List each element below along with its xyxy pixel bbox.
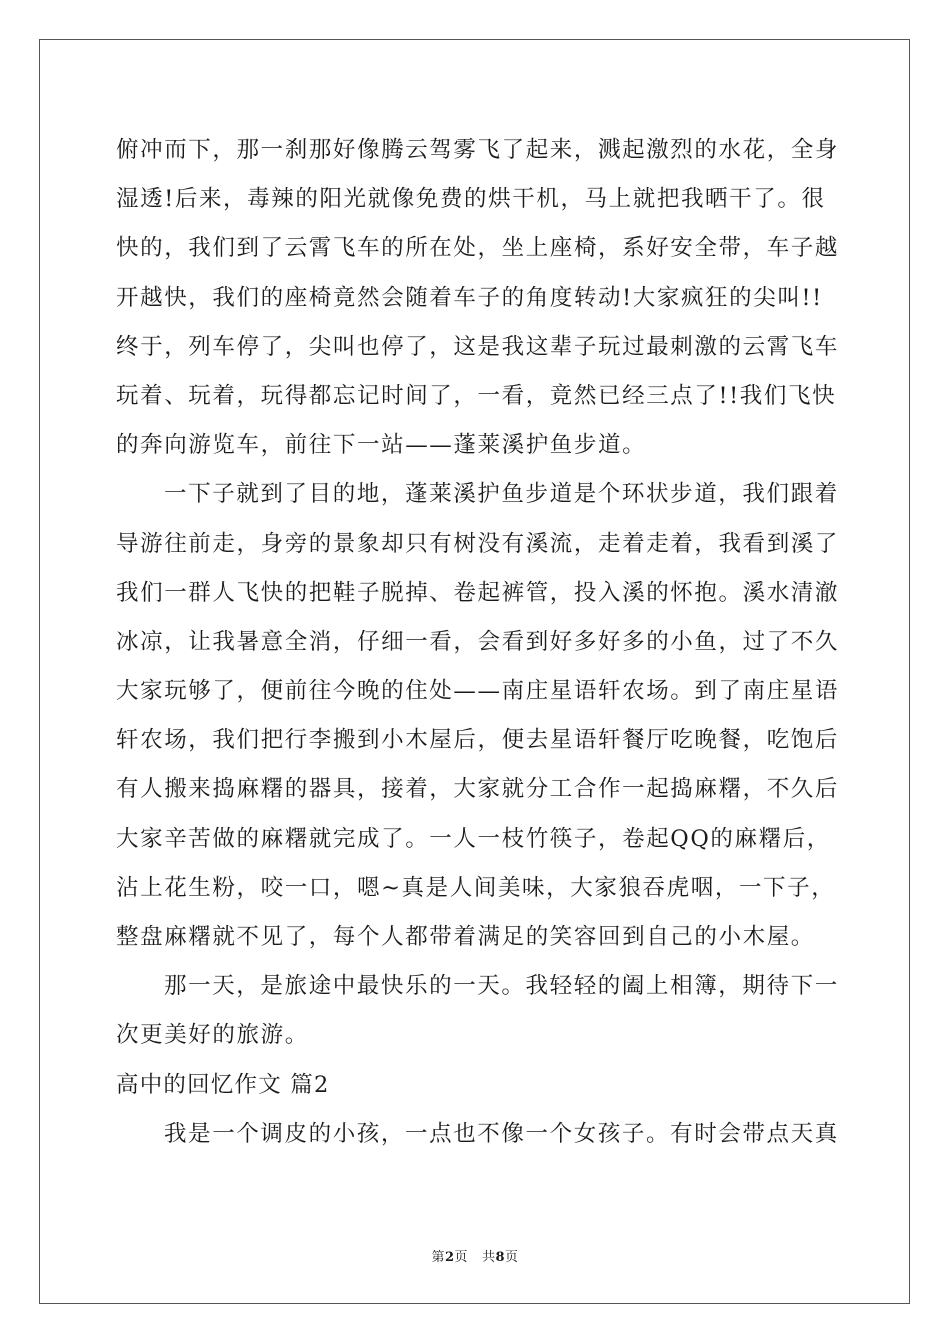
footer-total-pages: 8	[495, 1250, 506, 1265]
text-line: 开越快，我们的座椅竟然会随着车子的角度转动!大家疯狂的尖叫!!	[116, 284, 823, 311]
text-line: 次更美好的旅游。	[116, 1022, 309, 1049]
footer-total-prefix: 共	[481, 1250, 496, 1265]
section-heading: 高中的回忆作文 篇2	[116, 1071, 330, 1098]
footer-page-number: 2	[444, 1250, 455, 1265]
text-line: 我们一群人飞快的把鞋子脱掉、卷起裤管，投入溪的怀抱。溪水清澈	[116, 579, 840, 606]
text-line: 大家玩够了，便前往今晚的住处——南庄星语轩农场。到了南庄星语	[116, 678, 840, 705]
text-line: 冰凉，让我暑意全消，仔细一看，会看到好多好多的小鱼，过了不久	[116, 628, 840, 655]
text-line: 的奔向游览车，前往下一站——蓬莱溪护鱼步道。	[116, 432, 647, 459]
text-line: 俯冲而下，那一刹那好像腾云驾雾飞了起来，溅起激烈的水花，全身	[116, 137, 840, 163]
footer-total-suffix: 页	[505, 1250, 519, 1265]
page-footer	[0, 1246, 950, 1265]
text-line: 终于，列车停了，尖叫也停了，这是我这辈子玩过最刺激的云霄飞车	[116, 333, 840, 360]
text-line: 有人搬来捣麻糬的器具，接着，大家就分工合作一起捣麻糬，不久后	[116, 776, 840, 803]
text-line: 轩农场，我们把行李搬到小木屋后，便去星语轩餐厅吃晚餐，吃饱后	[116, 727, 840, 754]
text-line: 大家辛苦做的麻糬就完成了。一人一枝竹筷子，卷起QQ的麻糬后，	[116, 825, 831, 852]
text-line: 导游往前走，身旁的景象却只有树没有溪流，走着走着，我看到溪了	[116, 530, 840, 557]
text-line: 沾上花生粉，咬一口，嗯~真是人间美味，大家狼吞虎咽，一下子，	[116, 874, 836, 901]
paragraph-start-line: 一下子就到了目的地，蓬莱溪护鱼步道是个环状步道，我们跟着	[164, 481, 839, 508]
paragraph-start-line: 我是一个调皮的小孩，一点也不像一个女孩子。有时会带点天真	[164, 1120, 839, 1147]
text-line: 快的，我们到了云霄飞车的所在处，坐上座椅，系好安全带，车子越	[116, 235, 840, 262]
text-line: 湿透!后来，毒辣的阳光就像免费的烘干机，马上就把我晒干了。很	[116, 186, 826, 213]
document-body	[116, 126, 840, 1159]
paragraph-start-line: 那一天，是旅途中最快乐的一天。我轻轻的阖上相簿，期待下一	[164, 973, 839, 1000]
text-line: 玩着、玩着，玩得都忘记时间了，一看，竟然已经三点了!!我们飞快	[116, 382, 837, 409]
text-line: 整盘麻糬就不见了，每个人都带着满足的笑容回到自己的小木屋。	[116, 924, 815, 950]
footer-prefix: 第	[431, 1250, 445, 1265]
footer-page-suffix: 页	[454, 1250, 469, 1265]
